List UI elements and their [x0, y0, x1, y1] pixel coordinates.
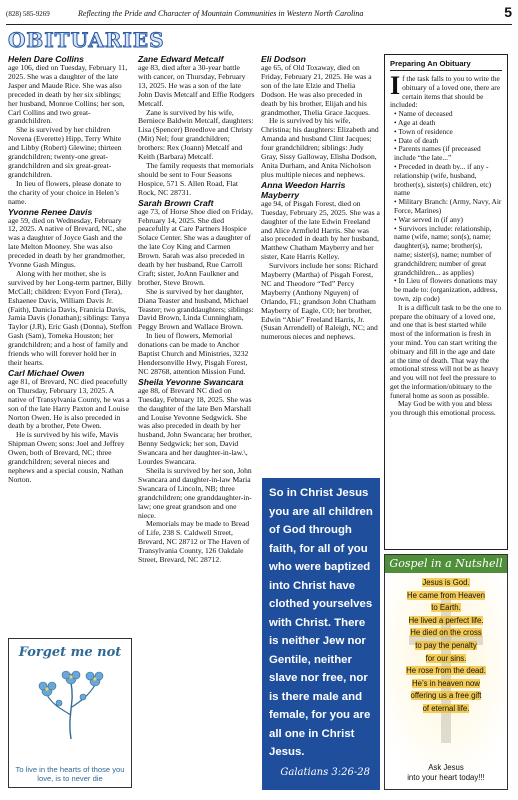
scripture-box — [262, 478, 380, 790]
gospel-nutshell-box — [384, 554, 508, 790]
nutshell-line: He came from Heaven — [407, 590, 485, 600]
obituary-text: He is survived by his wife, Christina; his daughters: Elizabeth and Amanda and husband Clint Jacques; four grandchildren; siblings: Judy Gray, Sissy Galloway, Elisha Dodson, Anita Durham, and Anita Nicholson plus multiple nieces and nephews. — [261, 116, 379, 179]
checklist-item: • Age at death — [394, 119, 502, 128]
obituary-column-2 — [138, 54, 255, 565]
obituary-text: age 65, of Old Toxaway, died on Friday, February 21, 2025. He was a son of the late Elzie and Thelia Dodson. He was also preceded in death by his brother, Elijah and his grandmother, Thelia Grace Jacques. — [261, 63, 372, 117]
preparing-intro: f the task falls to you to write the obituary of a loved one, there are certain items that should be included: — [390, 74, 501, 110]
preparing-checklist — [390, 110, 502, 304]
nutshell-line: He rose from the dead. — [406, 666, 486, 676]
nutshell-lines — [385, 577, 507, 716]
checklist-item: • Parents names (if preceased include “the late...” — [394, 145, 502, 163]
obituary-text: He is survived by his wife, Mavis Shipman Owen; sons: Joel and Jeffrey Owen, both of Brevard, NC; three grandchildren; several nieces and nephews and a special cousin, Nathan Norton. — [8, 430, 125, 484]
preparing-paragraph: It is a difficult task to be the one to prepare the obituary of a loved one, and one that is best started while most of the information is fresh in your mind. You can start writing the obituary and fill in the age and date at the time of death. That way the emotional stress will not be as heavy and you will not feel the pressure to get the information/obituary to the funeral home as soon as possible. — [390, 302, 502, 400]
nutshell-line: He lived a perfect life. — [408, 615, 484, 625]
preparing-obituary-box — [384, 54, 508, 550]
obituary-text: Sheila is survived by her son, John Swancara and daughter-in-law Maria Swancara of Lincoln, NB; three grandchildren; one granddaughter-in-law; one great grandson and one niece. — [138, 465, 252, 520]
flower-icon — [37, 665, 105, 741]
checklist-item: • Date of death — [394, 137, 502, 146]
ask-line: into your heart today!!! — [407, 773, 485, 782]
checklist-item: • Preceded in death by... if any - relationship (wife, husband, brother(s), sister(s) children, etc) name — [394, 163, 502, 198]
checklist-item: • Survivors include: relationship, name (wife, name; son(s), name; daughter(s), name; brother(s), name; sister(s), name; number of grandchildren; number of great grandchildren... as applies) — [394, 225, 502, 278]
forget-me-not-box — [8, 638, 132, 788]
obituary-column-1 — [8, 54, 132, 485]
scripture-reference: Galatians 3:26-28 — [280, 766, 370, 778]
nutshell-line: to pay the penalty — [415, 640, 477, 650]
checklist-item: • Name of deceased — [394, 110, 502, 119]
nutshell-title: Gospel in a Nutshell — [385, 555, 507, 573]
obituary-text: age 59, died on Wednesday, February 12, 2025. A native of Brevard, NC, she was a daughter of Joyce Gash and the late Melton Mooney. She was also preceded in death by her grandmother, Yvonne Gash Mingus. — [8, 215, 127, 270]
obituary-text: She is survived by her daughter, Diana Teaster and husband, Michael Teaster; two granddaughters; siblings: David Brown, Linda Cunningham, Peggy Brown and Wallace Brown. — [138, 286, 254, 332]
checklist-item: • Military Branch: (Army, Navy, Air Force, Marines) — [394, 198, 502, 216]
obituary-text: The family requests that memorials should be sent to Four Seasons Hospice, 571 S. Allen Road, Flat Rock, NC 28731. — [138, 160, 254, 197]
obituary-text: age 106, died on Tuesday, February 11, 2025. She was a daughter of the late Jasper and Maude Rice. She was also preceded in death by her six siblings; her husband, Monroe Collins; her son, Carl Collins and two great-grandchildren. — [8, 63, 128, 126]
nutshell-line: He’s in heaven now — [412, 678, 480, 688]
preparing-title: Preparing An Obituary — [390, 59, 502, 71]
checklist-item: • Town of residence — [394, 128, 502, 137]
obituary-name: Sarah Brown Craft — [138, 197, 214, 208]
obituary-text: In lieu of flowers, Memorial donations can be made to Anchor Baptist Church and Ministries, 3232 Hendersonville Hwy, Pisgah Forest, NC 28768, attention Mission Fund. — [138, 331, 249, 376]
preparing-paragraph: May God be with you and bless you through this emotional process. — [390, 399, 496, 418]
obituary-text: age 73, of Horse Shoe died on Friday, February 14, 2025. She died peacefully at Care Partners Hospice Solace Center. She was a daughter of the late Coy King and Carmen Brown. Sarah was also preceded in death by her husband, Rue Carroll Craft; sister, JoAnn Faulkner and brother, Steve Brown. — [138, 206, 253, 287]
obituary-text: age 88, of Brevard NC died on Tuesday, February 18, 2025. She was the daughter of the late Ben Marshall and Louise Yevonne Sedgwick. She was also preceded in death by her husband, John Swancara; her brother, Benny Sedgwick; her son, David Swancara and her daughter-in-law.\, Lourdes Swancara. — [138, 385, 252, 467]
phone-number: (828) 585-9269 — [6, 10, 50, 18]
obituary-text: age 83, died after a 30-year battle with cancer, on Thursday, February 13, 2025. He was a son of the late John Davis Metcalf and Effie Rodgers Metcalf. — [138, 63, 255, 108]
nutshell-call-to-action — [385, 763, 507, 783]
nutshell-line: to Earth. — [431, 603, 461, 613]
obituary-name: Eli Dodson — [261, 54, 306, 64]
obituary-text: age 81, of Brevard, NC died peacefully on Thursday, February 13, 2025. A native of Transylvania County, he was a son of the late Harry Paxton and Louise Norton Owen. He is also preceded in death by a brother, Pete Owen. — [8, 376, 130, 431]
drop-cap: I — [390, 71, 401, 100]
section-title: OBITUARIES — [8, 28, 165, 52]
nutshell-line: Jesus is God. — [422, 578, 470, 587]
obituary-name: Yvonne Renee Davis — [8, 206, 93, 217]
obituary-column-3 — [261, 54, 380, 342]
scripture-text: So in Christ Jesus you are all children of God through faith, for all of you who were baptized into Christ have clothed yourselves with Christ. There is neither Jew nor Gentile, neither slave nor free, nor is there male and female, for you are all one in Christ Jesus. — [269, 487, 373, 758]
nutshell-line: of eternal life. — [422, 703, 470, 713]
checklist-item: • War served in (if any) — [394, 216, 502, 225]
obituary-text: Zane is survived by his wife, Berniece Baldwin Metcalf, daughters: Lisa (Spencer) Breedlove and Christy (Mit) Nel; four grandchildren; brothers: Rex (Joann) Metcalf and Keith (Barbara) Metcalf. — [138, 107, 254, 162]
nutshell-line: offering us a free gift — [410, 691, 482, 701]
obituary-text: Survivors include her sons: Richard Mayberry (Martha) of Pisgah Forest, NC and Theodore “Ted” Percy Mayberry (Anthony Nguyen) of Orlando, FL; grandson John Chatham Mayberry of Eagle, CO; her brother, Edwin “Abie” Freeland Harris, Jr. (Susan Arrendell) of Raleigh, NC; and numerous nieces and nephews. — [261, 261, 378, 342]
nutshell-line: He died on the cross — [410, 628, 482, 638]
obituary-text: Along with her mother, she is survived by her Long-term partner, Billy McCall; children: Evyon Ford (Tera), Eshaenee Davis, William Davis Jr. (Faith), Danicia Davis, Franicia Davis, Jamia Davis (Jonathan); siblings: Tanya Taylor (J.R), Eric Gash (Donna), Steffon Gash (Sam), Tomeka Houston; her grandchildren; and a host of family and friends who will forever hold her in their hearts. — [8, 268, 132, 367]
nutshell-line: for our sins. — [425, 653, 467, 663]
obituary-text: age 94, of Pisgah Forest, died on Tuesday, February 25, 2025. She was a daughter of the late Edwin Freeland and Alice Armfield Harris. She was also preceded in death by her husband, Matthew Chatham Mayberry and her sister, Kate Harris Kelley. — [261, 198, 380, 262]
obituary-text: Memorials may be made to Bread of Life, 238 S. Caldwell Street, Brevard, NC 28712 or The Haven of Transylvania County, 126 Oakdale Street, Brevard, NC 28712. — [138, 519, 250, 565]
obituary-text: She is survived by her children Novena (Everette) Hipp, Terry White and Libby (Robert) Glewine; thirteen grandchildren; twenty-one great-grandchildren and six great-great-grandchildren. — [8, 125, 122, 179]
forget-me-not-caption: To live in the hearts of those you love, is to never die — [15, 765, 125, 783]
page-number: 5 — [504, 4, 512, 20]
ask-line: Ask Jesus — [428, 763, 464, 772]
forget-me-not-title: Forget me not — [18, 645, 122, 660]
checklist-item: • In Lieu of flowers donations may be made to: (organization, address, town, zip code) — [394, 277, 502, 303]
obituary-name: Carl Michael Owen — [8, 367, 85, 378]
header-tagline: Reflecting the Pride and Character of Mountain Communities in Western North Carolina — [78, 9, 364, 18]
obituary-name: Sheila Yevonne Swancara — [138, 376, 244, 387]
obituary-name: Anna Weedon Harris Mayberry — [261, 179, 346, 200]
obituary-name: Zane Edward Metcalf — [138, 54, 224, 64]
obituary-text: In lieu of flowers, please donate to the charity of your choice in Helen’s name. — [8, 178, 122, 206]
obituary-name: Helen Dare Collins — [8, 54, 84, 64]
page-header — [6, 6, 512, 25]
